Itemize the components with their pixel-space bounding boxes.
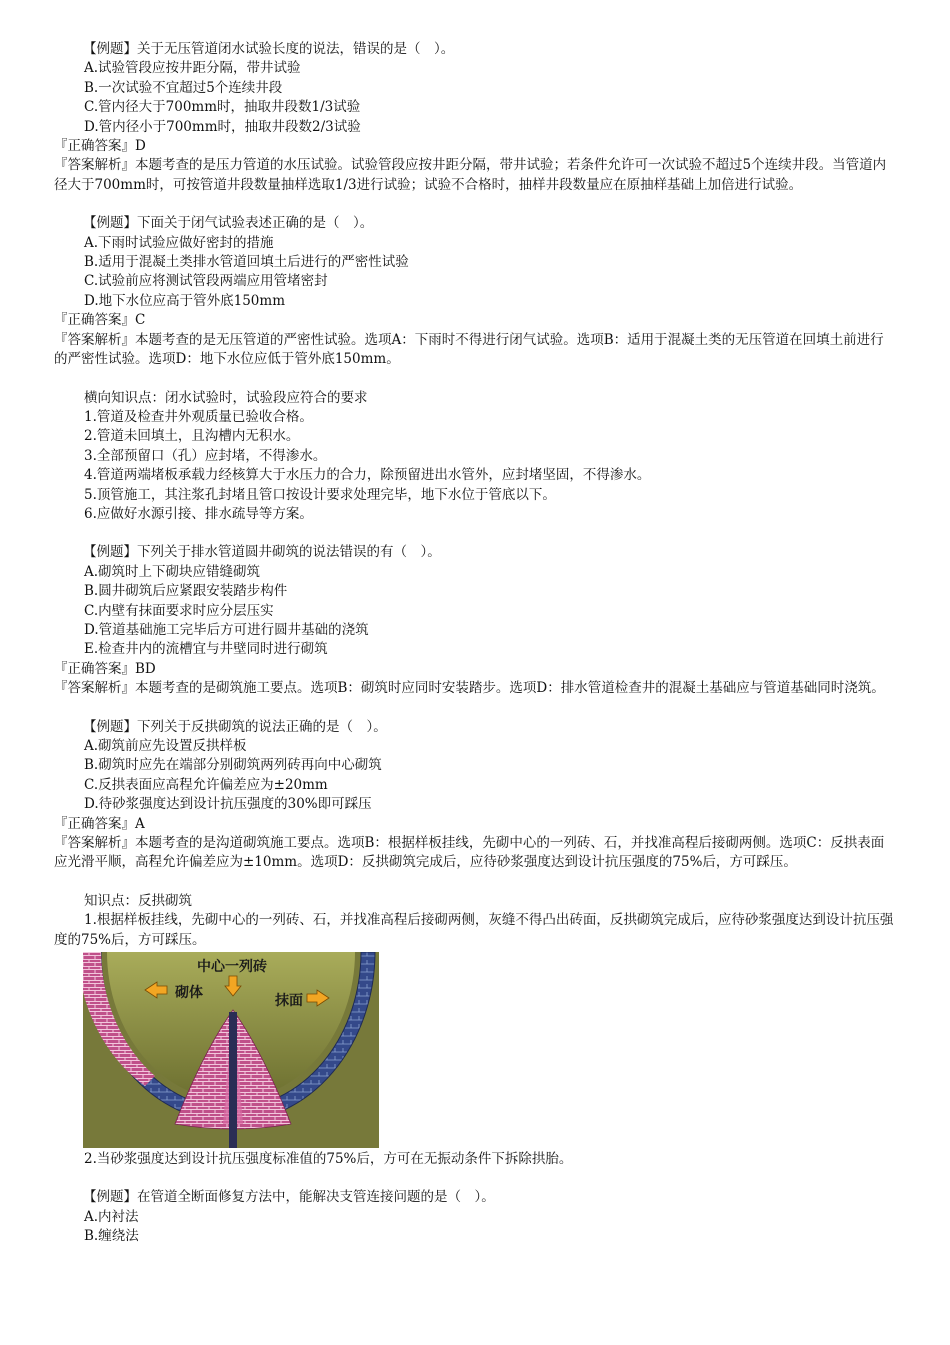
k1-item-3: 3.全部预留口（孔）应封堵，不得渗水。: [84, 447, 327, 464]
q2-option-c: C.试验前应将测试管段两端应用管堵密封: [84, 273, 328, 290]
q4-analysis: 『答案解析』本题考查的是沟道砌筑施工要点。选项B：根据样板挂线，先砌中心的一列砖、石，并找准高程后接砌两侧。选项C：反拱表面应光滑平顺，高程允许偏差应为±10mm。选项D：反拱砌筑完成后，应待砂浆强度达到设计抗压强度的75%后，方可踩压。: [54, 835, 885, 871]
q3-option-d: D.管道基础施工完毕后方可进行圆井基础的浇筑: [84, 621, 369, 638]
q4-option-d: D.待砂浆强度达到设计抗压强度的30%即可踩压: [84, 796, 372, 813]
q4-option-c: C.反拱表面应高程允许偏差应为±20mm: [84, 776, 328, 793]
q1-stem: 【例题】关于无压管道闭水试验长度的说法，错误的是（ ）。: [83, 41, 455, 57]
k2-item-2: 2.当砂浆强度达到设计抗压强度标准值的75%后，方可在无振动条件下拆除拱胎。: [84, 1151, 573, 1168]
k2-item-1: 1.根据样板挂线，先砌中心的一列砖、石，并找准高程后接砌两侧，灰缝不得凸出砖面，反拱砌筑完成后，应待砂浆强度达到设计抗压强度的75%后，方可踩压。: [54, 912, 894, 948]
q1-answer: 『正确答案』D: [54, 138, 146, 155]
q4-stem: 【例题】下列关于反拱砌筑的说法正确的是（ ）。: [83, 718, 387, 735]
k1-item-5: 5.顶管施工，其注浆孔封堵且管口按设计要求处理完毕，地下水位于管底以下。: [84, 486, 556, 503]
q2-analysis: 『答案解析』本题考查的是无压管道的严密性试验。选项A：下雨时不得进行闭气试验。选项B：适用于混凝土类的无压管道在回填土前进行的严密性试验。选项D：地下水位应低于管外底150mm。: [54, 331, 884, 368]
q3-option-e: E.检查井内的流槽宜与井壁同时进行砌筑: [84, 641, 328, 658]
q3-option-b: B.圆井砌筑后应紧跟安装踏步构件: [84, 583, 288, 600]
k1-item-1: 1.管道及检查井外观质量已验收合格。: [84, 408, 313, 425]
q3-stem: 【例题】下列关于排水管道圆井砌筑的说法错误的有（ ）。: [83, 544, 441, 561]
q2-option-a: A.下雨时试验应做好密封的措施: [84, 234, 274, 251]
k1-item-2: 2.管道未回填土，且沟槽内无积水。: [84, 428, 300, 445]
q5-option-a: A.内衬法: [84, 1208, 139, 1225]
figure-label-plaster: 抹面: [275, 993, 303, 1010]
q5-option-b: B.缠绕法: [84, 1228, 139, 1245]
figure-label-center-row: 中心一列砖: [197, 959, 267, 976]
inverted-arch-figure: [83, 952, 379, 1148]
inverted-arch-illustration: [83, 952, 379, 1148]
q1-option-b: B.一次试验不宜超过5个连续井段: [84, 79, 283, 96]
q1-option-d: D.管内径小于700mm时，抽取井段数2/3试验: [84, 118, 361, 135]
q2-option-b: B.适用于混凝土类排水管道回填土后进行的严密性试验: [84, 254, 409, 271]
q1-option-a: A.试验管段应按井距分隔，带井试验: [84, 60, 301, 77]
q4-option-a: A.砌筑前应先设置反拱样板: [84, 738, 247, 754]
k1-item-4: 4.管道两端堵板承载力经核算大于水压力的合力，除预留进出水管外，应封堵坚固，不得渗水。: [84, 467, 651, 484]
q2-stem: 【例题】下面关于闭气试验表述正确的是（ ）。: [83, 215, 374, 232]
q3-analysis: 『答案解析』本题考查的是砌筑施工要点。选项B：砌筑时应同时安装踏步。选项D：排水管道检查井的混凝土基础应与管道基础同时浇筑。: [54, 680, 885, 697]
q3-option-a: A.砌筑时上下砌块应错缝砌筑: [84, 563, 261, 580]
q1-analysis: 『答案解析』本题考查的是压力管道的水压试验。试验管段应按井距分隔，带井试验；若条件允许可一次试验不超过5个连续井段。当管道内径大于700mm时，可按管道井段数量抽样选取1/3进行试验；试验不合格时，抽样井段数量应在原抽样基础上加倍进行试验。: [54, 157, 887, 193]
q3-option-c: C.内壁有抹面要求时应分层压实: [84, 602, 274, 619]
q1-option-c: C.管内径大于700mm时，抽取井段数1/3试验: [84, 99, 361, 116]
k1-item-6: 6.应做好水源引接、排水疏导等方案。: [84, 505, 313, 522]
q3-answer: 『正确答案』BD: [54, 660, 156, 677]
q4-answer: 『正确答案』A: [54, 815, 145, 832]
figure-label-masonry: 砌体: [175, 985, 203, 1002]
q2-answer: 『正确答案』C: [54, 312, 146, 329]
q2-option-d: D.地下水位应高于管外底150mm: [84, 292, 286, 309]
document-page: [54, 40, 896, 1247]
q5-stem: 【例题】在管道全断面修复方法中，能解决支管连接问题的是（ ）。: [83, 1189, 495, 1206]
q4-option-b: B.砌筑时应先在端部分别砌筑两列砖再向中心砌筑: [84, 757, 382, 774]
k1-title: 横向知识点：闭水试验时，试验段应符合的要求: [84, 389, 368, 406]
k2-title: 知识点：反拱砌筑: [84, 892, 192, 909]
